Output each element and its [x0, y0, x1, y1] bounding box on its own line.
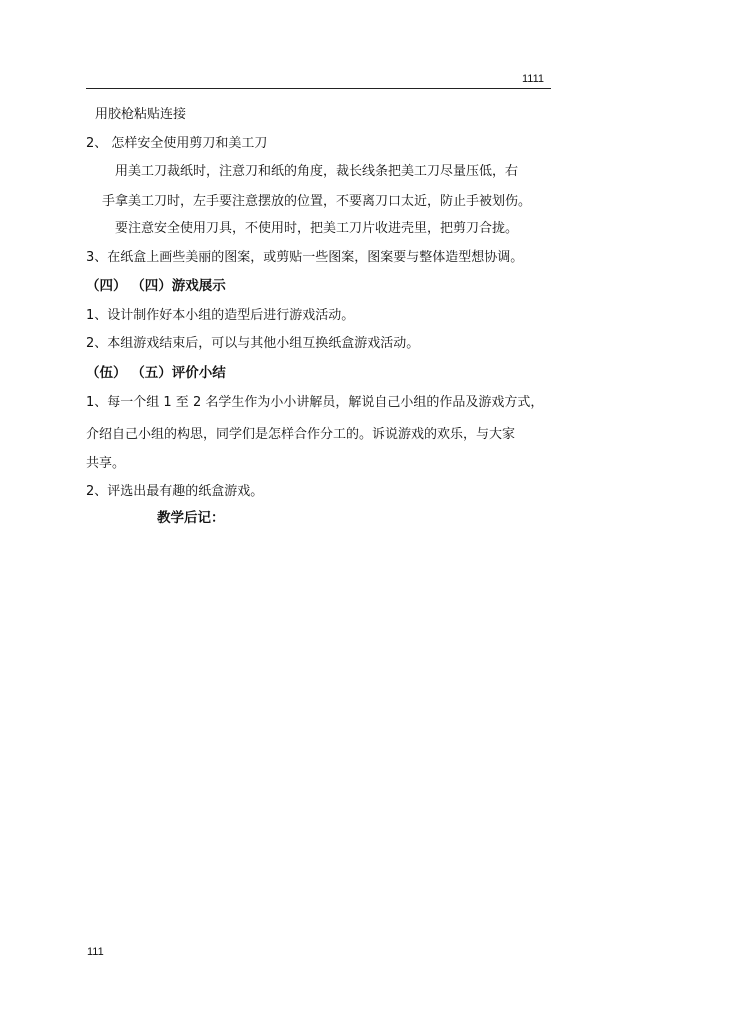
body-line: 1、每一个组 1 至 2 名学生作为小小讲解员，解说自己小组的作品及游戏方式， [86, 395, 544, 410]
body-line: 手拿美工刀时，左手要注意摆放的位置，不要离刀口太近，防止手被划伤。 [102, 194, 532, 209]
header-rule [86, 88, 551, 89]
footer-page-number: 111 [87, 946, 104, 958]
body-line: 共享。 [86, 456, 126, 471]
body-line: 用美工刀裁纸时，注意刀和纸的角度，裁长线条把美工刀尽量压低，右 [115, 164, 519, 179]
body-line: 要注意安全使用刀具，不使用时，把美工刀片收进壳里，把剪刀合拢。 [115, 221, 519, 236]
body-line: 1、设计制作好本小组的造型后进行游戏活动。 [86, 308, 355, 323]
body-line: 3、在纸盒上画些美丽的图案，或剪贴一些图案，图案要与整体造型想协调。 [86, 250, 524, 265]
header-page-number: 1111 [522, 73, 545, 85]
body-line: 2、评选出最有趣的纸盒游戏。 [86, 484, 264, 499]
section-heading: 2、 怎样安全使用剪刀和美工刀 [86, 136, 268, 151]
section-heading-bold: （伍） （五）评价小结 [86, 365, 226, 381]
body-line: 介绍自己小组的构思，同学们是怎样合作分工的。诉说游戏的欢乐，与大家 [86, 427, 516, 442]
body-line: 用胶枪粘贴连接 [95, 107, 187, 122]
section-heading-bold: （四） （四）游戏展示 [86, 278, 226, 294]
teaching-notes-label: 教学后记： [157, 510, 225, 526]
body-line: 2、本组游戏结束后，可以与其他小组互换纸盒游戏活动。 [86, 336, 420, 351]
